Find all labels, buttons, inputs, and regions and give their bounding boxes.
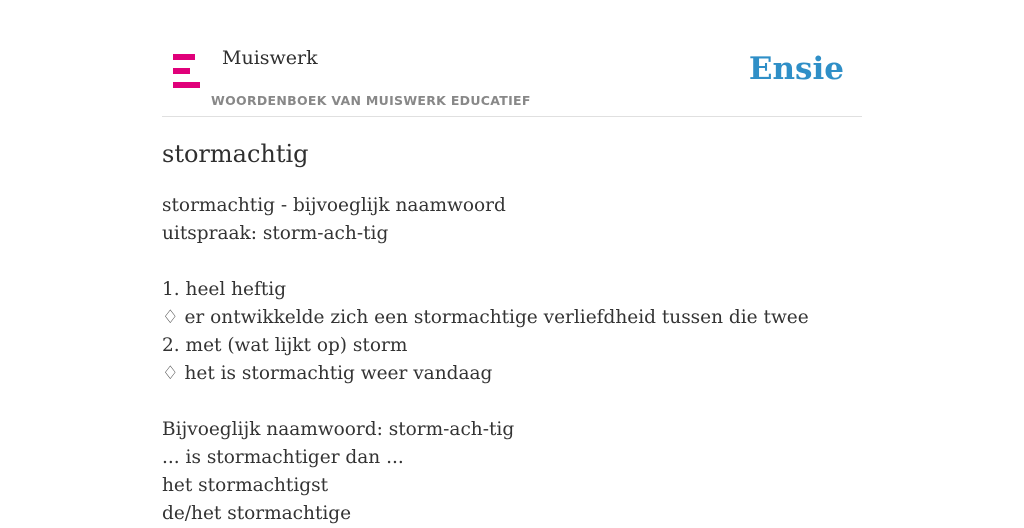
muiswerk-logo-icon[interactable] bbox=[173, 54, 200, 88]
comparative: ... is stormachtiger dan ... bbox=[162, 447, 404, 468]
meaning-2: 2. met (wat lijkt op) storm bbox=[162, 335, 408, 356]
inflection-heading: Bijvoeglijk naamwoord: storm-ach-tig bbox=[162, 419, 515, 440]
ensie-logo[interactable]: Ensie bbox=[748, 51, 844, 87]
spacer bbox=[162, 388, 862, 416]
inflected-form: de/het stormachtige bbox=[162, 503, 352, 524]
brand-name[interactable]: Muiswerk bbox=[222, 47, 318, 69]
meaning-1: 1. heel heftig bbox=[162, 279, 287, 300]
example-1: ♢ er ontwikkelde zich een stormachtige verliefdheid tussen die twee bbox=[162, 307, 809, 328]
pronunciation-line: uitspraak: storm-ach-tig bbox=[162, 223, 389, 244]
word-type-line: stormachtig - bijvoeglijk naamwoord bbox=[162, 195, 506, 216]
spacer bbox=[162, 248, 862, 276]
site-header bbox=[162, 0, 862, 117]
superlative: het stormachtigst bbox=[162, 475, 329, 496]
example-2: ♢ het is stormachtig weer vandaag bbox=[162, 363, 493, 384]
definition-body bbox=[162, 192, 862, 528]
brand-tagline: WOORDENBOEK VAN MUISWERK EDUCATIEF bbox=[211, 93, 531, 108]
page-title: stormachtig bbox=[162, 140, 309, 168]
